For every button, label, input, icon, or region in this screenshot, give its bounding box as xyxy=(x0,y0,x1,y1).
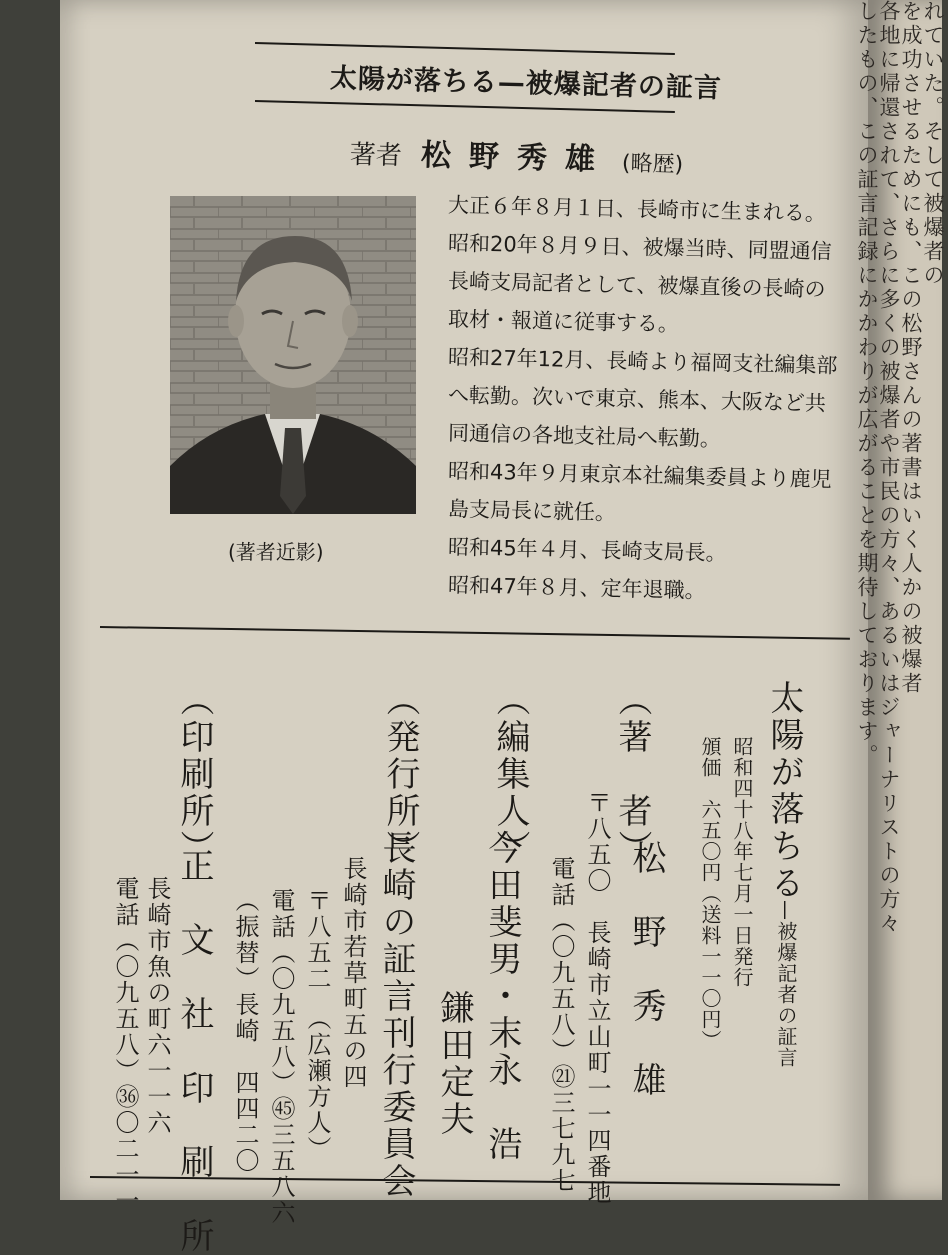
author-name-colophon: 松 野 秀 雄 xyxy=(626,840,666,1099)
header-top-rule xyxy=(255,42,675,55)
bio-line: 昭和47年８月、定年退職。 xyxy=(447,573,706,603)
facing-page-column: れていた。そして被爆者の xyxy=(921,0,945,288)
facing-page-column: したもの、この証言記録にかかわりが広がることを期待しております。 xyxy=(855,0,879,768)
editor-label: （編集人） xyxy=(490,682,530,867)
bio-line: 昭和43年９月東京本社編集委員より鹿児 xyxy=(447,459,832,492)
publisher-address: 長崎市若草町五の四 xyxy=(339,856,367,1090)
book-page xyxy=(60,0,868,1255)
author-phone: 電話（〇九五八）㉑三七九七 xyxy=(547,856,575,1194)
facing-page-column: 各地に帰還されて、さらに多くの被爆者や市民の方々、あるいはジャーナリストの方々 xyxy=(877,0,901,936)
colophon-top-rule xyxy=(100,626,850,640)
printer-address: 長崎市魚の町六一一六 xyxy=(143,876,171,1136)
publisher-name: 長崎の証言刊行委員会 xyxy=(376,830,416,1200)
author-label: 著者 xyxy=(349,140,403,172)
author-name: 松野秀雄 xyxy=(420,137,614,178)
career-label: (略歴) xyxy=(621,151,684,178)
colophon-book-title: 太陽が落ちる xyxy=(764,680,804,902)
bio-line: 取材・報道に従事する。 xyxy=(447,307,680,337)
publisher-transfer: （振替）長崎 四四二〇 xyxy=(231,888,259,1174)
colophon-price: 頒価 六五〇円（送料一一〇円） xyxy=(698,736,722,1051)
portrait-illustration xyxy=(170,196,416,514)
bio-line: 同通信の各地支社局へ転勤。 xyxy=(447,421,722,452)
facing-page-column: を成功させるためにも、この松野さんの著書はいく人かの被爆者 xyxy=(899,0,923,696)
author-photo xyxy=(170,196,416,514)
colophon-date: 昭和四十八年七月一日発行 xyxy=(730,736,754,988)
bio-line: 長崎支局記者として、被爆直後の長崎の xyxy=(447,269,826,302)
editor-2: 鎌田定夫 xyxy=(434,990,474,1138)
bio-line: 昭和27年12月、長崎より福岡支社編集部 xyxy=(447,345,838,378)
author-label-colophon: （著 者） xyxy=(612,682,652,867)
photo-caption: (著者近影) xyxy=(228,540,324,564)
printer-label: （印刷所） xyxy=(174,682,214,867)
facing-page-edge xyxy=(855,0,945,1200)
book-title-header: 太陽が落ちる—被爆記者の証言 xyxy=(329,63,723,105)
editors: 今田斐男・末永 浩 xyxy=(482,830,522,1163)
colophon-subtitle: —被爆記者の証言 xyxy=(774,900,798,1068)
author-biography xyxy=(448,186,848,604)
bio-line: 大正６年８月１日、長崎市に生まれる。 xyxy=(447,193,827,226)
bio-line: へ転勤。次いで東京、熊本、大阪など共 xyxy=(447,383,827,416)
bio-line: 島支局長に就任。 xyxy=(447,497,617,525)
publisher-postal: 〒八五二 （広瀬方人） xyxy=(303,888,331,1162)
publisher-phone: 電話（〇九五八）㊺三五八六 xyxy=(267,888,295,1226)
author-line xyxy=(349,128,683,181)
publisher-label: （発行所） xyxy=(380,682,420,867)
printer-name: 正 文 社 印 刷 所 xyxy=(174,848,214,1255)
bio-line: 昭和45年４月、長崎支局長。 xyxy=(447,535,727,566)
bio-line: 昭和20年８月９日、被爆当時、同盟通信 xyxy=(447,231,832,264)
author-address: 〒八五〇 長崎市立山町一一四番地 xyxy=(583,790,611,1206)
printer-phone: 電話（〇九五八）㊱〇二一一 xyxy=(111,876,139,1214)
